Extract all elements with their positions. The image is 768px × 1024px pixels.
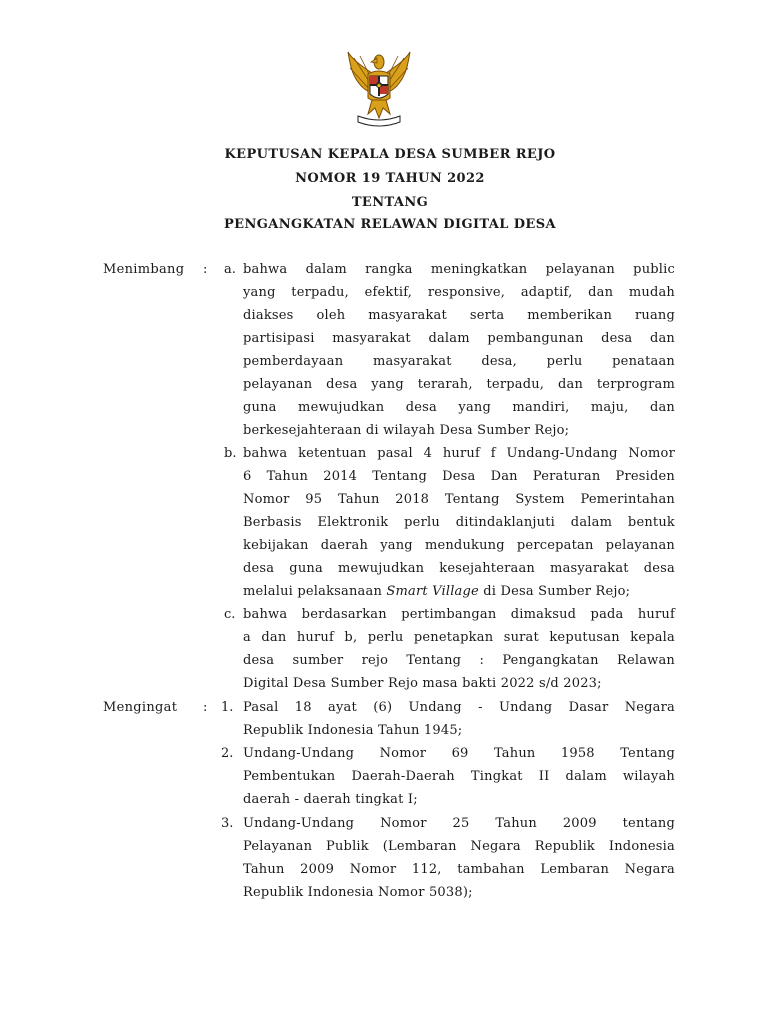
text-line: bahwa ketentuan pasal 4 huruf f Undang-Undang Nomor: [243, 446, 675, 461]
decree-title: KEPUTUSAN KEPALA DESA SUMBER REJO: [224, 147, 556, 162]
text-line: a dan huruf b, perlu penetapkan surat keputusan kepala: [243, 630, 675, 645]
text-line: Nomor 95 Tahun 2018 Tentang System Pemerintahan: [243, 492, 675, 507]
text-line: Digital Desa Sumber Rejo masa bakti 2022 s/d 2023;: [243, 676, 602, 691]
mengingat-marker-1: 1.: [221, 700, 234, 715]
text-line: berkesejahteraan di wilayah Desa Sumber Rejo;: [243, 423, 570, 438]
mengingat-colon: :: [203, 700, 208, 715]
mengingat-item-2: [243, 742, 675, 811]
mengingat-label: Mengingat: [103, 700, 178, 715]
text-line: pelayanan desa yang terarah, terpadu, dan terprogram: [243, 377, 675, 392]
menimbang-label: Menimbang: [103, 262, 185, 277]
menimbang-colon: :: [203, 262, 208, 277]
text-line: bahwa berdasarkan pertimbangan dimaksud pada huruf: [243, 607, 675, 622]
decree-number: NOMOR 19 TAHUN 2022: [295, 171, 485, 186]
mengingat-marker-3: 3.: [221, 816, 234, 831]
text-line: [243, 580, 675, 603]
text-line: desa guna mewujudkan kesejahteraan masyarakat desa: [243, 561, 675, 576]
garuda-pancasila-emblem-icon: [344, 48, 414, 128]
text-line: daerah - daerah tingkat I;: [243, 792, 418, 807]
text-line: bahwa dalam rangka meningkatkan pelayanan public: [243, 262, 675, 277]
mengingat-item-3: [243, 812, 675, 904]
menimbang-marker-c: c.: [224, 607, 236, 622]
text-line: Republik Indonesia Tahun 1945;: [243, 723, 463, 738]
menimbang-marker-a: a.: [224, 262, 236, 277]
text-line: pemberdayaan masyarakat desa, perlu penataan: [243, 354, 675, 369]
mengingat-item-1: [243, 696, 675, 742]
text-line: desa sumber rejo Tentang : Pengangkatan Relawan: [243, 653, 675, 668]
text-line: Undang-Undang Nomor 69 Tahun 1958 Tentang: [243, 746, 675, 761]
decree-tentang: TENTANG: [351, 195, 429, 210]
menimbang-item-c: [243, 603, 675, 695]
text-line: diakses oleh masyarakat serta memberikan ruang: [243, 308, 675, 323]
menimbang-marker-b: b.: [224, 446, 237, 461]
text-line: Pelayanan Publik (Lembaran Negara Republik Indonesia: [243, 839, 675, 854]
text-line: 6 Tahun 2014 Tentang Desa Dan Peraturan Presiden: [243, 469, 675, 484]
menimbang-item-b: [243, 442, 675, 603]
text-line: kebijakan daerah yang mendukung percepatan pelayanan: [243, 538, 675, 553]
text-line: Undang-Undang Nomor 25 Tahun 2009 tentang: [243, 816, 675, 831]
menimbang-item-a: [243, 258, 675, 442]
text-line: partisipasi masyarakat dalam pembangunan desa dan: [243, 331, 675, 346]
text-line: yang terpadu, efektif, responsive, adaptif, dan mudah: [243, 285, 675, 300]
text-line: guna mewujudkan desa yang mandiri, maju, dan: [243, 400, 675, 415]
mengingat-marker-2: 2.: [221, 746, 234, 761]
text-fragment: melalui pelaksanaan: [243, 584, 387, 599]
decree-subject: PENGANGKATAN RELAWAN DIGITAL DESA: [223, 217, 556, 232]
text-line: Republik Indonesia Nomor 5038);: [243, 885, 473, 900]
text-line: Pasal 18 ayat (6) Undang - Undang Dasar Negara: [243, 700, 675, 715]
smart-village-term: Smart Village: [386, 584, 479, 599]
text-fragment: di Desa Sumber Rejo;: [478, 584, 631, 599]
text-line: Pembentukan Daerah-Daerah Tingkat II dalam wilayah: [243, 769, 675, 784]
text-line: Berbasis Elektronik perlu ditindaklanjuti dalam bentuk: [243, 515, 675, 530]
text-line: Tahun 2009 Nomor 112, tambahan Lembaran Negara: [243, 862, 675, 877]
